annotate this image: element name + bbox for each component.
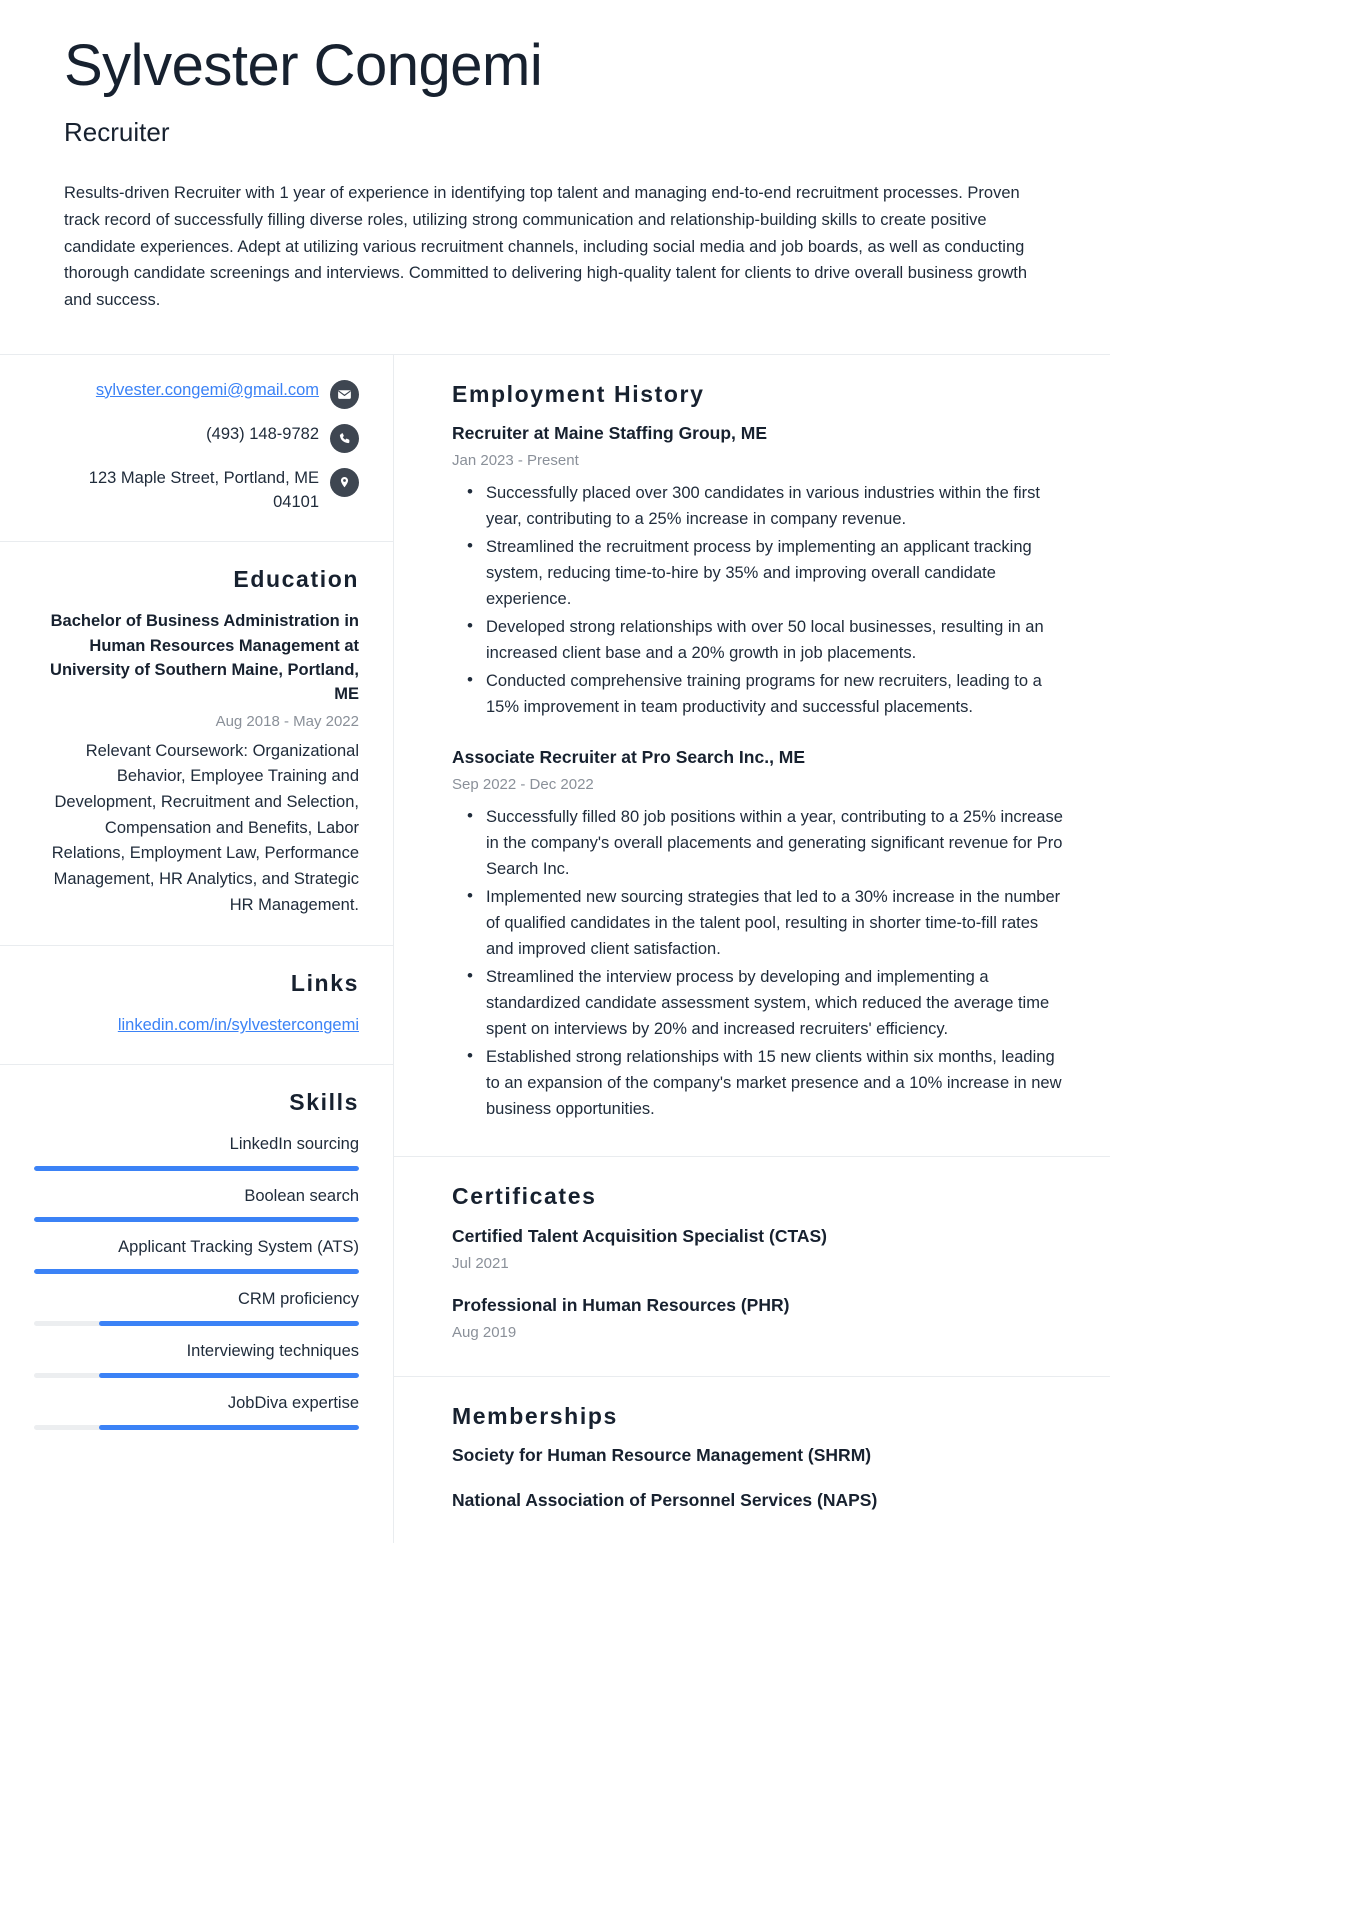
linkedin-link[interactable]: linkedin.com/in/sylvestercongemi bbox=[117, 1016, 359, 1035]
education-description: Relevant Coursework: Organizational Behavior, Employee Training and Development, Recruitment and Selection, Compensation and Benefits, Labor Relations, Employment Law, Performance Management, HR Analytics, and Strategic HR Management. bbox=[51, 741, 359, 914]
certificate-name: Certified Talent Acquisition Specialist (CTAS) bbox=[452, 1225, 827, 1246]
employment-history-heading: Employment History bbox=[452, 380, 705, 407]
membership-item: National Association of Personnel Services (NAPS) bbox=[452, 1489, 878, 1510]
employment-bullet: • Developed strong relationships with over 50 local businesses, resulting in an increased client base and a 20% growth in job placements. bbox=[484, 614, 1070, 666]
location-pin-icon bbox=[330, 468, 359, 497]
employment-bullet: • Successfully placed over 300 candidates in various industries within the first year, contributing to a 25% increase in company revenue. bbox=[484, 480, 1070, 532]
employment-history-block bbox=[394, 355, 1110, 1158]
certificates-block bbox=[394, 1157, 1110, 1376]
skill-progress-fill bbox=[99, 1373, 359, 1378]
sidebar-column bbox=[0, 355, 394, 1543]
skill-label: JobDiva expertise bbox=[227, 1394, 359, 1413]
envelope-icon bbox=[330, 380, 359, 409]
contact-address-row[interactable] bbox=[34, 467, 359, 515]
skills-heading: Skills bbox=[289, 1089, 359, 1116]
education-date: Aug 2018 - May 2022 bbox=[215, 712, 359, 730]
links-block bbox=[0, 946, 393, 1065]
links-heading: Links bbox=[290, 969, 359, 996]
certificate-date: Aug 2019 bbox=[452, 1323, 517, 1341]
resume-body bbox=[0, 354, 1110, 1543]
skill-progress-fill bbox=[34, 1269, 359, 1274]
skill-item bbox=[34, 1392, 359, 1430]
contact-details-block bbox=[0, 355, 393, 542]
skill-progress-fill bbox=[99, 1425, 359, 1430]
education-block bbox=[0, 542, 393, 946]
employment-bullet: • Streamlined the interview process by developing and implementing a standardized candidate assessment system, which reduced the average time spent on interviews by 20% and increased recruiters' efficiency. bbox=[484, 964, 1070, 1042]
employment-bullets bbox=[452, 804, 1070, 1123]
skill-progress-fill bbox=[99, 1321, 359, 1326]
employment-date: Jan 2023 - Present bbox=[452, 451, 579, 469]
skill-item bbox=[34, 1185, 359, 1223]
employment-bullet: • Successfully filled 80 job positions within a year, contributing to a 25% increase in the company's overall placements and generating significant revenue for Pro Search Inc. bbox=[484, 804, 1070, 882]
skill-progress-track bbox=[34, 1269, 359, 1274]
skills-block bbox=[0, 1065, 393, 1458]
skill-label: Applicant Tracking System (ATS) bbox=[118, 1238, 359, 1257]
employment-role: Associate Recruiter at Pro Search Inc., ME bbox=[452, 747, 806, 768]
address-text: 123 Maple Street, Portland, ME 04101 bbox=[88, 468, 319, 511]
phone-icon bbox=[330, 424, 359, 453]
employment-bullet: • Implemented new sourcing strategies that led to a 30% increase in the number of qualified candidates in the talent pool, resulting in shorter time-to-fill rates and improved client satisfaction. bbox=[484, 884, 1070, 962]
certificate-entry bbox=[452, 1294, 1070, 1343]
skill-progress-track bbox=[34, 1321, 359, 1326]
skill-label: LinkedIn sourcing bbox=[229, 1134, 359, 1153]
certificate-name: Professional in Human Resources (PHR) bbox=[452, 1295, 790, 1316]
education-degree: Bachelor of Business Administration in Human Resources Management at University of Southern Maine, Portland, ME bbox=[50, 612, 359, 704]
employment-bullets bbox=[452, 480, 1070, 721]
employment-role: Recruiter at Maine Staffing Group, ME bbox=[452, 423, 768, 444]
employment-bullet: • Streamlined the recruitment process by implementing an applicant tracking system, reducing time-to-hire by 35% and improving overall candidate experience. bbox=[484, 534, 1070, 612]
professional-summary: Results-driven Recruiter with 1 year of experience in identifying top talent and managing end-to-end recruitment processes. Proven track record of successfully filling diverse roles, utilizing strong communication and relationship-building skills to create positive candidate experiences. Adept at utilizing various recruitment channels, including social media and job boards, as well as conducting thorough candidate screenings and interviews. Committed to delivering high-quality talent for clients to drive overall business growth and success. bbox=[64, 184, 1028, 310]
main-column bbox=[394, 355, 1110, 1543]
memberships-block bbox=[394, 1377, 1110, 1543]
skill-progress-track bbox=[34, 1425, 359, 1430]
skill-item bbox=[34, 1288, 359, 1326]
job-title: Recruiter bbox=[64, 116, 170, 147]
employment-bullet: • Established strong relationships with 15 new clients within six months, leading to an expansion of the company's market presence and a 10% increase in new business opportunities. bbox=[484, 1044, 1070, 1122]
skill-item bbox=[34, 1340, 359, 1378]
skill-progress-fill bbox=[34, 1166, 359, 1171]
skill-label: Interviewing techniques bbox=[186, 1342, 359, 1361]
contact-phone-row[interactable] bbox=[34, 423, 359, 453]
memberships-heading: Memberships bbox=[452, 1402, 618, 1429]
certificates-heading: Certificates bbox=[452, 1183, 597, 1210]
skill-progress-track bbox=[34, 1373, 359, 1378]
skill-progress-track bbox=[34, 1166, 359, 1171]
education-entry bbox=[34, 609, 359, 919]
resume-header bbox=[0, 0, 1110, 354]
membership-item: Society for Human Resource Management (SHRM) bbox=[452, 1445, 872, 1466]
education-heading: Education bbox=[233, 565, 359, 592]
skill-item bbox=[34, 1133, 359, 1171]
employment-date: Sep 2022 - Dec 2022 bbox=[452, 775, 594, 793]
email-link[interactable]: sylvester.congemi@gmail.com bbox=[95, 380, 319, 399]
skill-progress-fill bbox=[34, 1217, 359, 1222]
skill-progress-track bbox=[34, 1217, 359, 1222]
contact-email-row[interactable] bbox=[34, 379, 359, 409]
certificate-date: Jul 2021 bbox=[452, 1254, 509, 1272]
employment-entry bbox=[452, 746, 1070, 1122]
employment-entry bbox=[452, 422, 1070, 720]
skill-label: Boolean search bbox=[244, 1186, 359, 1205]
phone-number: (493) 148-9782 bbox=[206, 424, 319, 443]
skill-item bbox=[34, 1236, 359, 1274]
certificate-entry bbox=[452, 1225, 1070, 1274]
page-title: Sylvester Congemi bbox=[64, 33, 543, 98]
skill-label: CRM proficiency bbox=[237, 1290, 359, 1309]
employment-bullet: • Conducted comprehensive training programs for new recruiters, leading to a 15% improvement in team productivity and successful placements. bbox=[484, 668, 1070, 720]
